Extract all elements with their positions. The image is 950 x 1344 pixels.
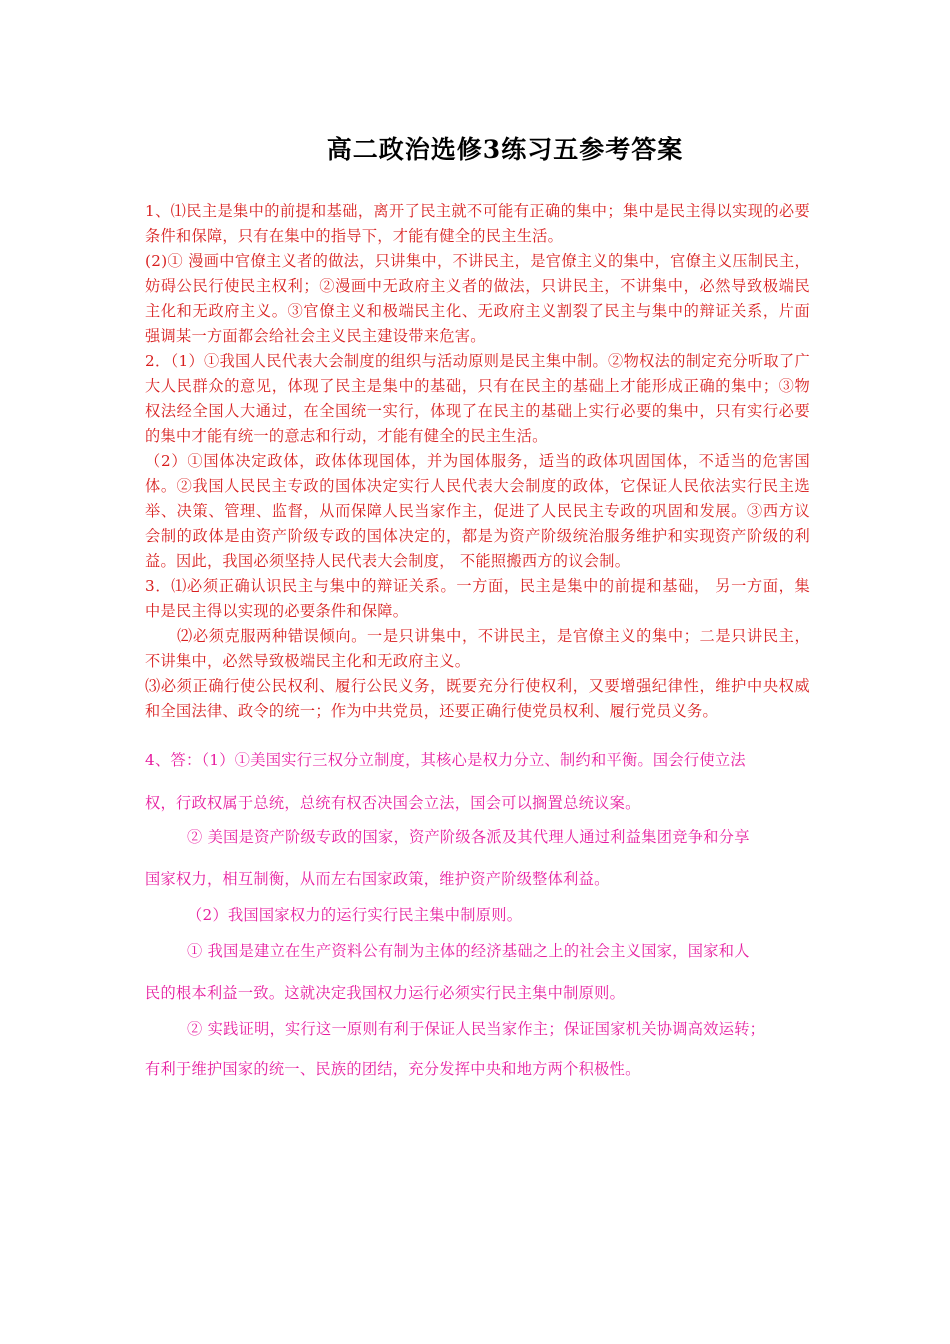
answer-2-part-2: （2）①国体决定政体，政体体现国体，并为国体服务，适当的政体巩固国体，不适当的危害国体。②我国人民民主专政的国体决定实行人民代表大会制度的政体，它保证人民依法实行民主选举、决策、管理、监督，从而保障人民当家作主，促进了人民民主专政的巩固和发展。③西方议会制的政体是由资产阶级专政的国体决定的，都是为资产阶级统治服务维护和实现资产阶级的利益。因此，我国必须坚持人民代表大会制度， 不能照搬西方的议会制。 [145,452,810,570]
answer-4-line: 民的根本利益一致。这就决定我国权力运行必须实行民主集中制原则。 [145,984,626,1002]
answer-1-part-1: 1、⑴民主是集中的前提和基础，离开了民主就不可能有正确的集中；集中是民主得以实现的必要条件和保障，只有在集中的指导下，才能有健全的民主生活。 [145,202,810,245]
answer-4-line: 国家权力，相互制衡，从而左右国家政策，维护资产阶级整体利益。 [145,870,610,888]
answer-3-item-2: ⑵必须克服两种错误倾向。一是只讲集中，不讲民主，是官僚主义的集中；二是只讲民主，不讲集中，必然导致极端民主化和无政府主义。 [145,627,810,670]
answer-4-line: 4、答：（1）①美国实行三权分立制度，其核心是权力分立、制约和平衡。国会行使立法 [145,751,746,769]
answer-4-line: 有利于维护国家的统一、民族的团结，充分发挥中央和地方两个积极性。 [145,1060,641,1078]
answer-4-line: ② 美国是资产阶级专政的国家，资产阶级各派及其代理人通过利益集团竞争和分享 [187,828,750,846]
answer-2-part-1: 2．（1）①我国人民代表大会制度的组织与活动原则是民主集中制。②物权法的制定充分听取了广大人民群众的意见，体现了民主是集中的基础，只有在民主的基础上才能形成正确的集中；③物权法经全国人大通过，在全国统一实行，体现了在民主的基础上实行必要的集中，只有实行必要的集中才能有统一的意志和行动，才能有健全的民主生活。 [145,352,810,445]
answer-3-item-1: 3．⑴必须正确认识民主与集中的辩证关系。一方面，民主是集中的前提和基础， 另一方面，集中是民主得以实现的必要条件和保障。 [145,577,810,620]
answer-4-line: ② 实践证明，实行这一原则有利于保证人民当家作主；保证国家机关协调高效运转； [187,1020,766,1038]
answer-4-line: ① 我国是建立在生产资料公有制为主体的经济基础之上的社会主义国家，国家和人 [187,942,750,960]
answer-3-item-3: ⑶必须正确行使公民权利、履行公民义务，既要充分行使权利，又要增强纪律性，维护中央权威和全国法律、政令的统一；作为中共党员，还要正确行使党员权利、履行党员义务。 [145,677,810,720]
answer-4-line: 权，行政权属于总统，总统有权否决国会立法，国会可以搁置总统议案。 [145,794,641,812]
answer-1-part-2: (2)① 漫画中官僚主义者的做法，只讲集中，不讲民主，是官僚主义的集中，官僚主义压制民主，妨碍公民行使民主权利；②漫画中无政府主义者的做法，只讲民主，不讲集中，必然导致极端民主化和无政府主义。③官僚主义和极端民主化、无政府主义割裂了民主与集中的辩证关系，片面强调某一方面都会给社会主义民主建设带来危害。 [145,252,810,345]
answer-4-line: （2）我国国家权力的运行实行民主集中制原则。 [187,906,523,924]
answers-1-3 [145,199,810,724]
document-title: 高二政治选修3练习五参考答案 [326,135,684,164]
